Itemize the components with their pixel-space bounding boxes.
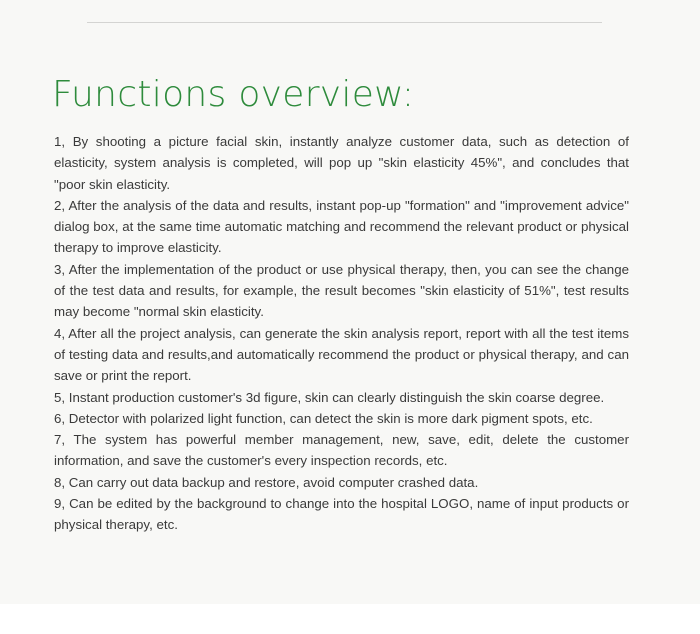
- function-item-4: 4, After all the project analysis, can generate the skin analysis report, report with all the test items of testing data and results,and automatically recommend the product or physical therapy, and can save or print the report.: [54, 325, 629, 384]
- function-item-8: 8, Can carry out data backup and restore, avoid computer crashed data.: [54, 474, 479, 490]
- function-item-7: 7, The system has powerful member management, new, save, edit, delete the customer information, and save the customer's every inspection records, etc.: [54, 432, 629, 469]
- function-item-6: 6, Detector with polarized light function, can detect the skin is more dark pigment spots, etc.: [54, 410, 593, 426]
- bottom-margin: [0, 604, 700, 634]
- function-item-1: 1, By shooting a picture facial skin, instantly analyze customer data, such as detection of elasticity, system analysis is completed, will pop up "skin elasticity 45%", and concludes that "poor skin elasticity.: [54, 134, 629, 192]
- function-item-3: 3, After the implementation of the product or use physical therapy, then, you can see the change of the test data and results, for example, the result becomes "skin elasticity of 51%", test results may become "normal skin elasticity.: [54, 261, 629, 320]
- function-item-2: 2, After the analysis of the data and results, instant pop-up "formation" and "improvement advice" dialog box, at the same time automatic matching and recommend the relevant product or physical therapy to improve elasticity.: [54, 197, 629, 256]
- functions-list: [54, 131, 629, 536]
- function-item-5: 5, Instant production customer's 3d figure, skin can clearly distinguish the skin coarse degree.: [54, 389, 605, 405]
- top-divider: [87, 22, 602, 23]
- page-title: Functions overview:: [52, 74, 415, 115]
- function-item-9: 9, Can be edited by the background to change into the hospital LOGO, name of input products or physical therapy, etc.: [54, 496, 629, 533]
